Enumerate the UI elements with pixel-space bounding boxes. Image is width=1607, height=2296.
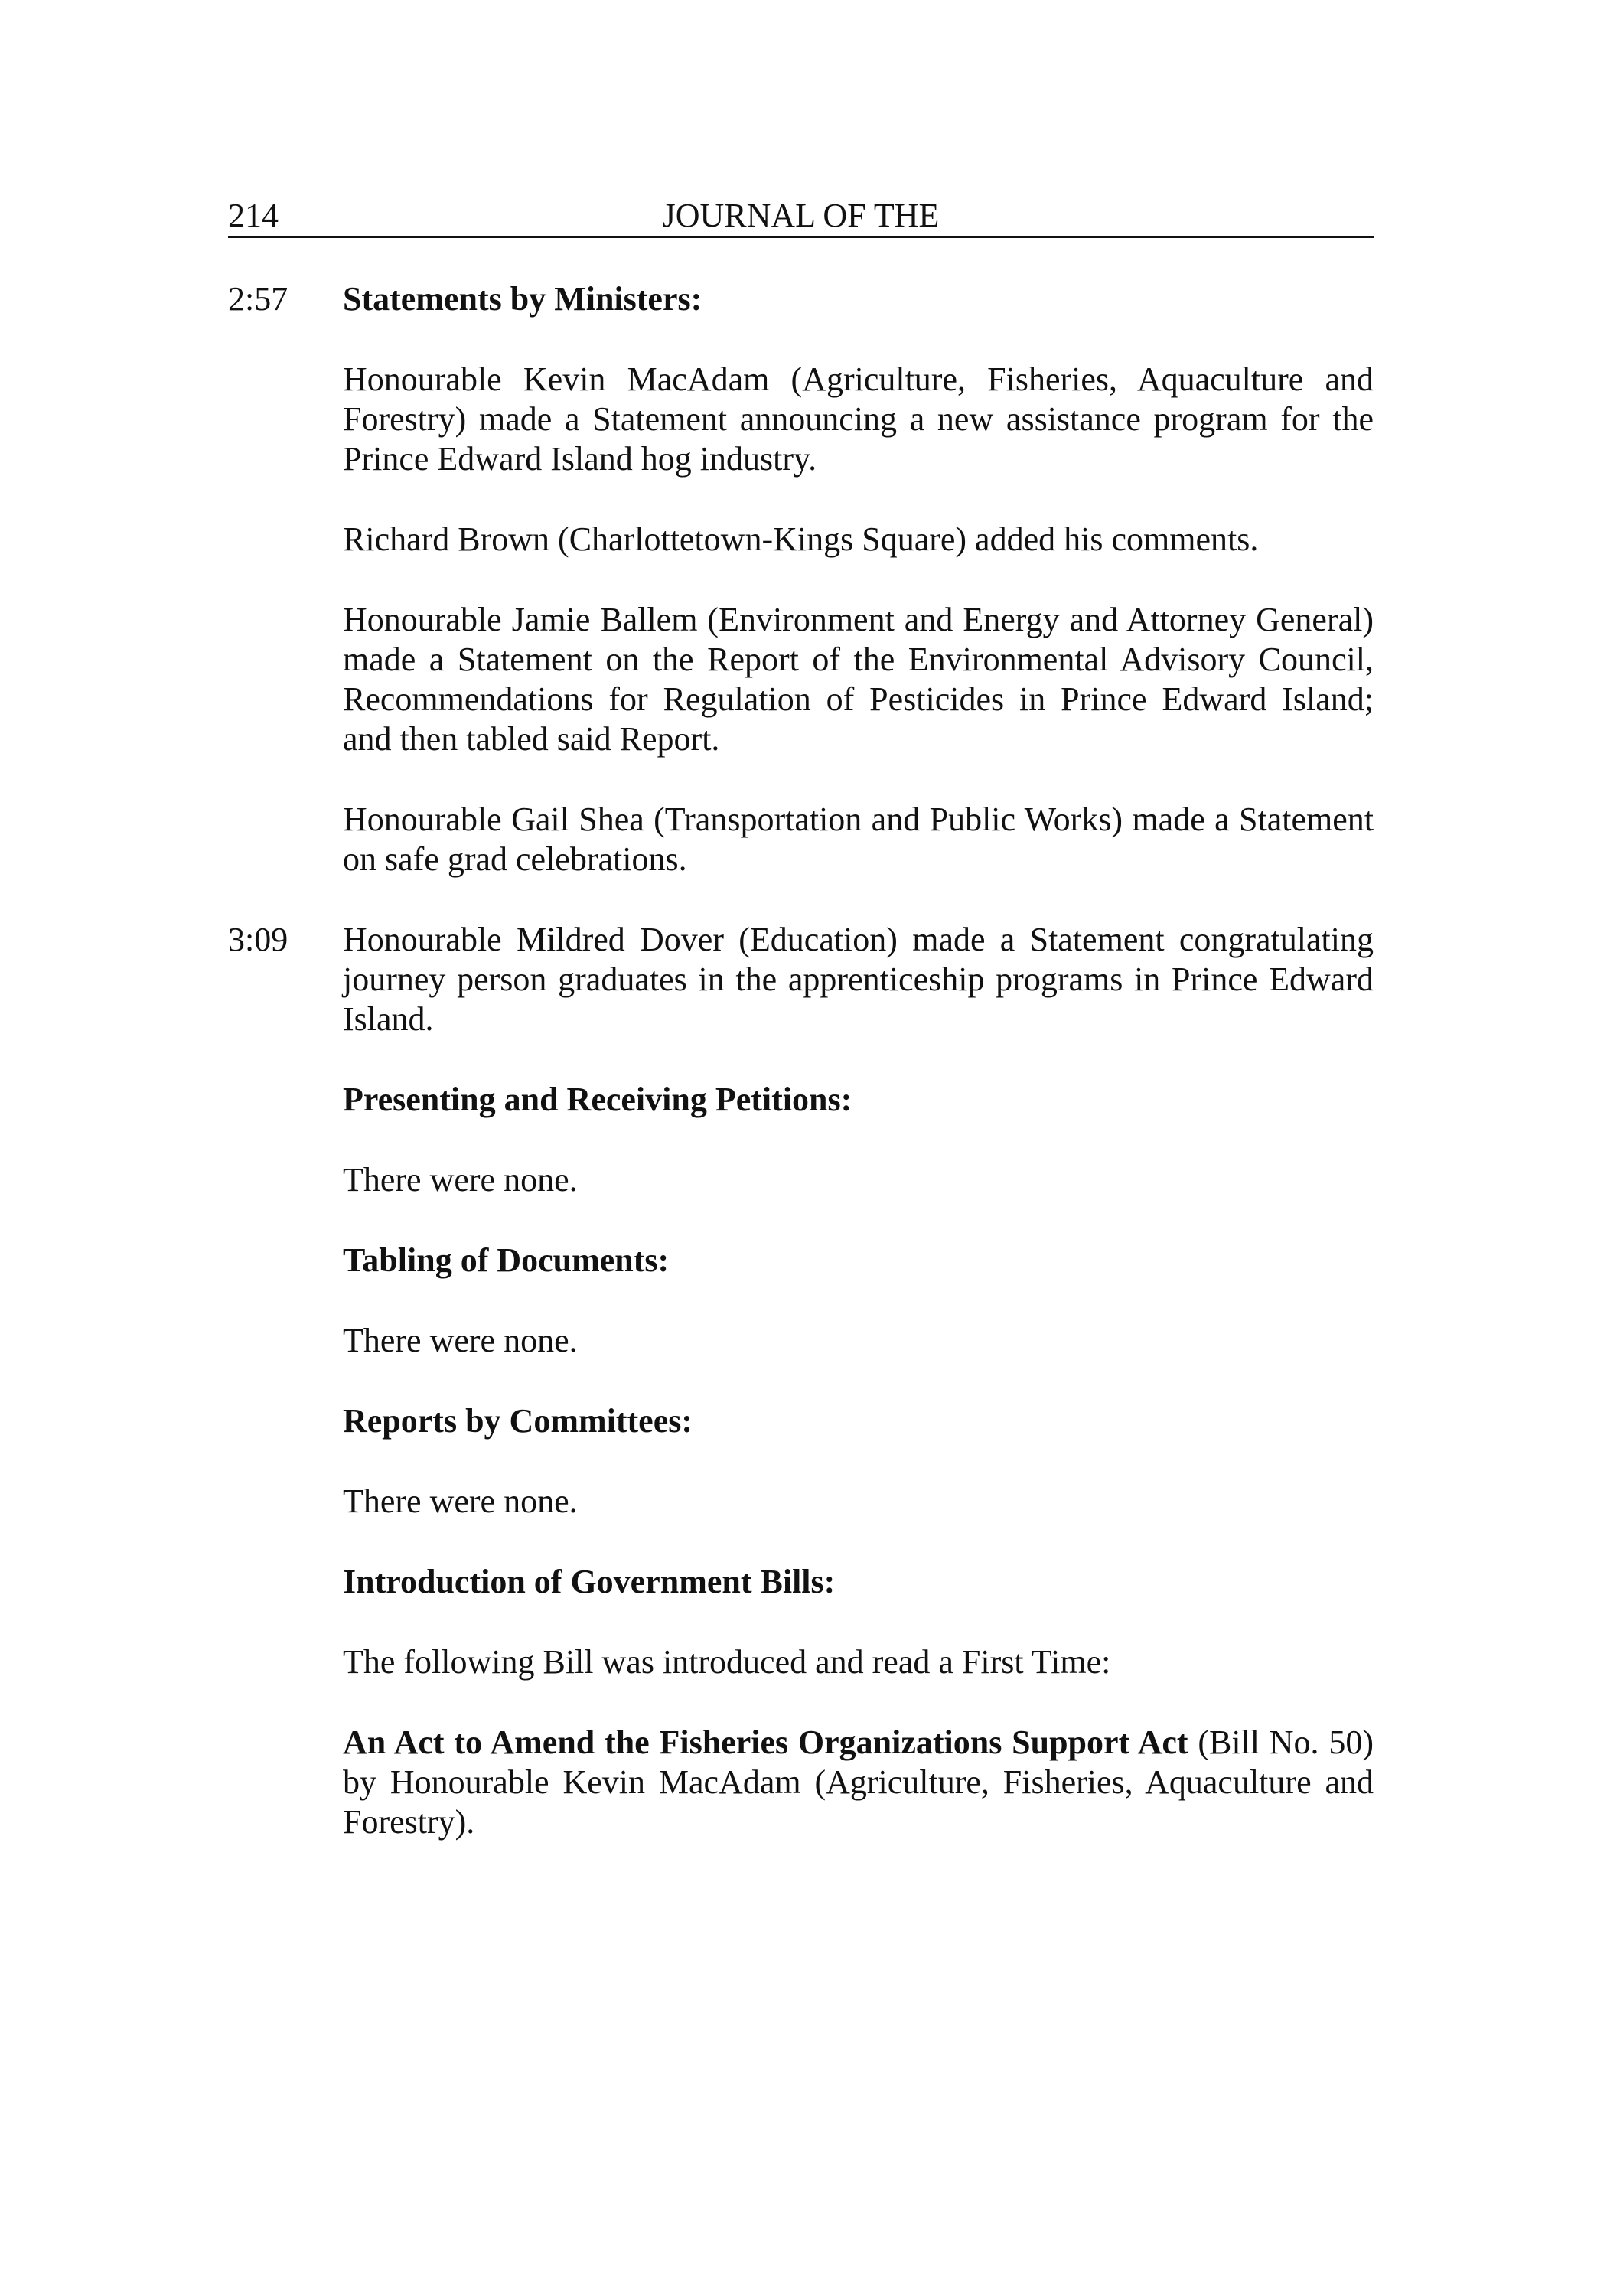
- section-text: There were none.: [343, 1482, 578, 1520]
- committees-heading-entry: [228, 1401, 1374, 1441]
- section-heading: Presenting and Receiving Petitions:: [343, 1081, 852, 1118]
- bills-heading-entry: [228, 1562, 1374, 1602]
- tabling-heading-entry: [228, 1241, 1374, 1280]
- statement-text: Honourable Jamie Ballem (Environment and Energy and Attorney General) made a Statement on the Report of the Environmental Advisory Council, Recommendations for Regulation of Pesticides in Prince Edward Island; and then tabled said Report.: [343, 601, 1374, 758]
- statement-brown: [228, 520, 1374, 559]
- statement-text: Richard Brown (Charlottetown-Kings Square) added his comments.: [343, 520, 1259, 558]
- bill-entry: [228, 1723, 1374, 1842]
- statement-text: Honourable Mildred Dover (Education) made a Statement congratulating journey person graduates in the apprenticeship programs in Prince Edward Island.: [343, 921, 1374, 1038]
- section-text: There were none.: [343, 1322, 578, 1359]
- section-heading: Tabling of Documents:: [343, 1241, 670, 1279]
- section-text: The following Bill was introduced and read a First Time:: [343, 1643, 1111, 1681]
- bill-text: [343, 1723, 1374, 1842]
- committees-text-entry: [228, 1482, 1374, 1521]
- section-heading: Introduction of Government Bills:: [343, 1563, 836, 1600]
- tabling-text-entry: [228, 1321, 1374, 1361]
- section-heading: Statements by Ministers:: [343, 280, 702, 318]
- statement-text: Honourable Gail Shea (Transportation and Public Works) made a Statement on safe grad celebrations.: [343, 801, 1374, 878]
- bill-title: An Act to Amend the Fisheries Organizations Support Act: [343, 1724, 1188, 1761]
- page-header: [228, 196, 1374, 238]
- statement-ballem: [228, 600, 1374, 759]
- bills-intro-entry: [228, 1642, 1374, 1682]
- statement-dover: [228, 920, 1374, 1039]
- petitions-text-entry: [228, 1160, 1374, 1200]
- journal-content: [228, 279, 1374, 1883]
- bill-detail: (Bill No. 50) by Honourable Kevin MacAdam (Agriculture, Fisheries, Aquaculture and Forestry).: [343, 1724, 1374, 1841]
- statement-text: Honourable Kevin MacAdam (Agriculture, Fisheries, Aquaculture and Forestry) made a Statement announcing a new assistance program for the Prince Edward Island hog industry.: [343, 360, 1374, 478]
- statement-macadam: [228, 360, 1374, 479]
- page-number: 214: [228, 197, 279, 234]
- petitions-heading-entry: [228, 1080, 1374, 1120]
- entry-time: 3:09: [228, 921, 288, 958]
- statements-heading-entry: [228, 279, 1374, 319]
- entry-time: 2:57: [228, 280, 288, 318]
- statement-shea: [228, 800, 1374, 879]
- section-text: There were none.: [343, 1161, 578, 1199]
- section-heading: Reports by Committees:: [343, 1402, 693, 1440]
- running-title: JOURNAL OF THE: [662, 197, 940, 234]
